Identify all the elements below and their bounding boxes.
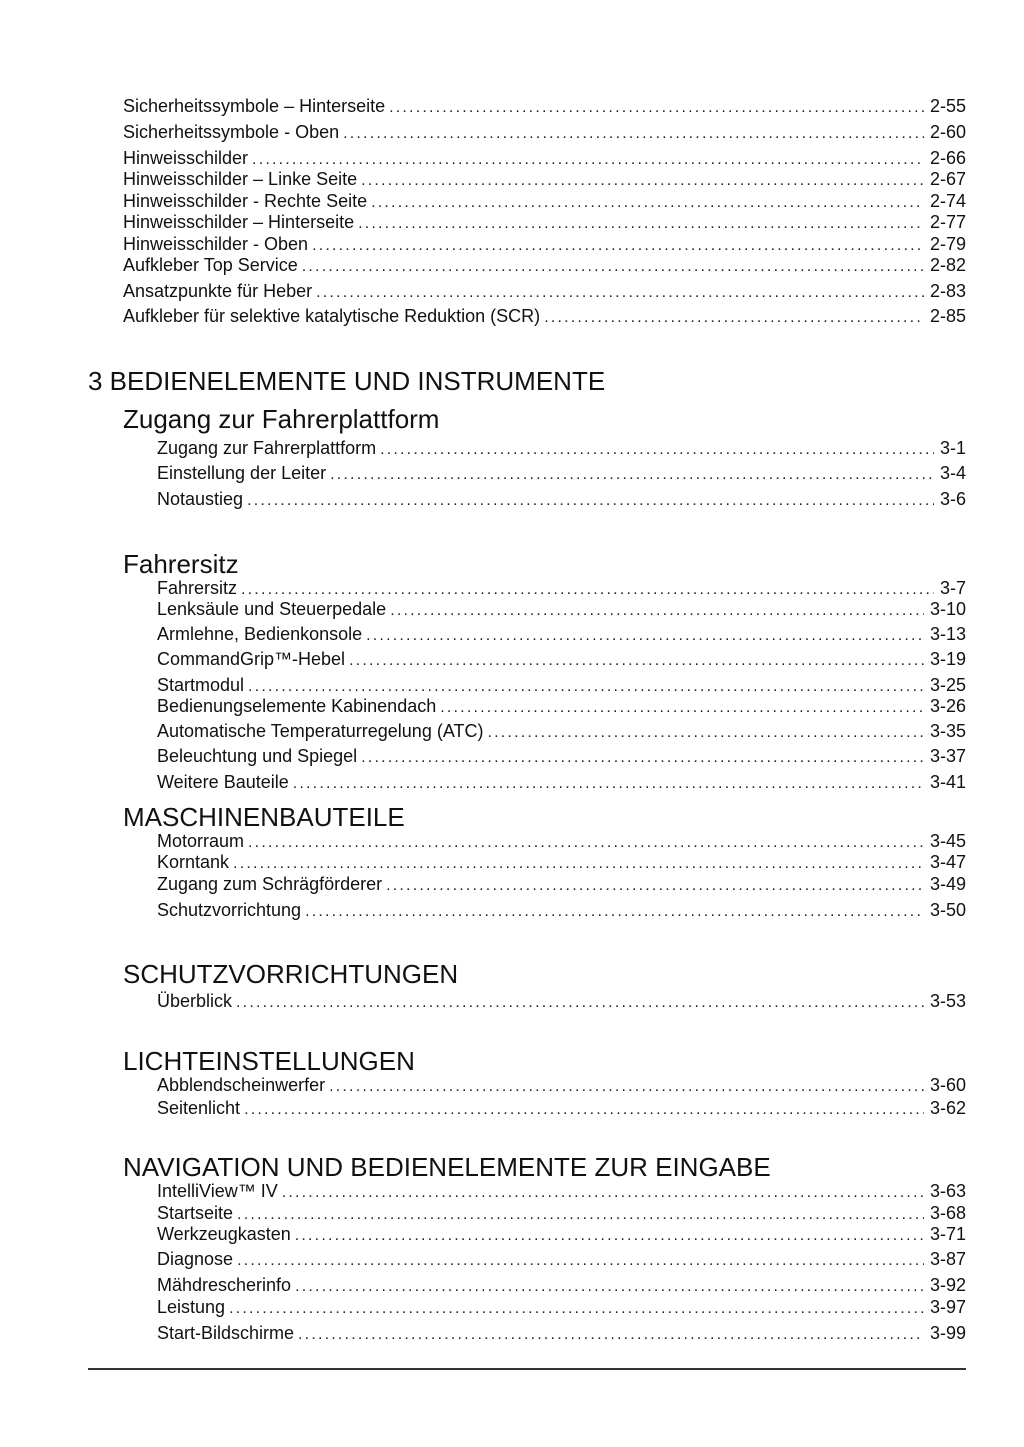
section-title: LICHTEINSTELLUNGEN	[123, 1046, 415, 1076]
toc-entry-page: 3-87	[929, 1249, 966, 1269]
dot-leader	[386, 875, 924, 897]
dot-leader	[380, 439, 934, 461]
toc-entry-page: 3-45	[929, 831, 966, 851]
toc-entry-page: 2-77	[929, 212, 966, 232]
toc-entry-page: 2-85	[929, 306, 966, 326]
dot-leader	[330, 464, 934, 486]
toc-entry[interactable]	[157, 695, 966, 717]
toc-entry-label: Start-Bildschirme	[157, 1323, 295, 1343]
toc-entry[interactable]	[157, 899, 966, 921]
toc-entry-page: 3-37	[929, 746, 966, 766]
dot-leader	[282, 1182, 924, 1204]
toc-entry[interactable]	[157, 598, 966, 620]
toc-entry[interactable]	[123, 254, 966, 276]
toc-entry-page: 3-97	[929, 1297, 966, 1317]
toc-entry[interactable]	[157, 745, 966, 767]
dot-leader	[389, 97, 924, 119]
toc-entry-label: Hinweisschilder - Oben	[123, 234, 309, 254]
dot-leader	[298, 1324, 924, 1346]
toc-entry-page: 3-1	[939, 438, 966, 458]
toc-entry[interactable]	[157, 1202, 966, 1224]
dot-leader	[237, 1250, 924, 1272]
toc-entry[interactable]	[157, 488, 966, 510]
toc-entry-label: Motorraum	[157, 831, 245, 851]
toc-entry[interactable]	[157, 990, 966, 1012]
dot-leader	[343, 123, 924, 145]
toc-entry-label: Leistung	[157, 1297, 226, 1317]
toc-entry-page: 3-99	[929, 1323, 966, 1343]
toc-entry[interactable]	[157, 577, 966, 599]
toc-entry[interactable]	[157, 1274, 966, 1296]
toc-entry-page: 3-63	[929, 1181, 966, 1201]
section-title: Zugang zur Fahrerplattform	[123, 404, 440, 434]
toc-entry-label: IntelliView™ IV	[157, 1181, 278, 1201]
toc-entry-label: Hinweisschilder - Rechte Seite	[123, 191, 368, 211]
toc-entry[interactable]	[157, 1223, 966, 1245]
toc-entry[interactable]	[123, 168, 966, 190]
chapter-title: 3 BEDIENELEMENTE UND INSTRUMENTE	[88, 366, 606, 396]
toc-entry-label: Startseite	[157, 1203, 234, 1223]
toc-entry-page: 3-62	[929, 1098, 966, 1118]
toc-entry-page: 2-60	[929, 122, 966, 142]
toc-entry-label: Ansatzpunkte für Heber	[123, 281, 313, 301]
dot-leader	[349, 650, 924, 672]
toc-entry-label: Notaustieg	[157, 489, 244, 509]
toc-entry[interactable]	[157, 437, 966, 459]
toc-entry-label: Beleuchtung und Spiegel	[157, 746, 358, 766]
toc-entry-label: Armlehne, Bedienkonsole	[157, 624, 363, 644]
toc-entry-page: 3-41	[929, 772, 966, 792]
toc-entry[interactable]	[123, 121, 966, 143]
toc-entry-label: CommandGrip™-Hebel	[157, 649, 346, 669]
section-title: NAVIGATION UND BEDIENELEMENTE ZUR EINGABE	[123, 1152, 771, 1182]
dot-leader	[302, 256, 924, 278]
dot-leader	[295, 1225, 924, 1247]
toc-entry-page: 3-25	[929, 675, 966, 695]
toc-entry-label: Einstellung der Leiter	[157, 463, 327, 483]
toc-entry-page: 3-92	[929, 1275, 966, 1295]
toc-entry-label: Fahrersitz	[157, 578, 238, 598]
dot-leader	[293, 773, 924, 795]
dot-leader	[316, 282, 924, 304]
dot-leader	[229, 1298, 924, 1320]
toc-entry-page: 3-47	[929, 852, 966, 872]
toc-entry-label: Aufkleber Top Service	[123, 255, 298, 275]
toc-entry-label: Mähdrescherinfo	[157, 1275, 292, 1295]
dot-leader	[329, 1076, 924, 1098]
toc-entry[interactable]	[157, 851, 966, 873]
toc-entry-label: Zugang zur Fahrerplattform	[157, 438, 377, 458]
toc-entry[interactable]	[157, 462, 966, 484]
toc-entry-page: 2-55	[929, 96, 966, 116]
toc-entry-page: 2-83	[929, 281, 966, 301]
toc-entry[interactable]	[157, 1097, 966, 1119]
dot-leader	[361, 747, 924, 769]
footer-rule	[88, 1368, 966, 1370]
toc-entry-label: Seitenlicht	[157, 1098, 241, 1118]
section-title: MASCHINENBAUTEILE	[123, 802, 405, 832]
toc-entry[interactable]	[123, 147, 966, 169]
dot-leader	[247, 490, 934, 512]
toc-entry-page: 3-60	[929, 1075, 966, 1095]
dot-leader	[244, 1099, 924, 1121]
toc-entry-page: 3-26	[929, 696, 966, 716]
dot-leader	[544, 307, 924, 329]
toc-entry-page: 3-50	[929, 900, 966, 920]
toc-entry-label: Sicherheitssymbole - Oben	[123, 122, 340, 142]
toc-entry[interactable]	[157, 1296, 966, 1318]
toc-entry[interactable]	[157, 720, 966, 742]
toc-entry-label: Werkzeugkasten	[157, 1224, 291, 1244]
toc-entry-page: 2-82	[929, 255, 966, 275]
toc-entry-page: 3-71	[929, 1224, 966, 1244]
toc-entry[interactable]	[157, 648, 966, 670]
dot-leader	[305, 901, 924, 923]
toc-entry-page: 3-4	[939, 463, 966, 483]
toc-entry[interactable]	[157, 771, 966, 793]
toc-entry[interactable]	[123, 280, 966, 302]
toc-entry-label: Lenksäule und Steuerpedale	[157, 599, 387, 619]
toc-entry-label: Zugang zum Schrägförderer	[157, 874, 383, 894]
toc-entry-label: Diagnose	[157, 1249, 234, 1269]
dot-leader	[236, 992, 924, 1014]
toc-entry[interactable]	[157, 873, 966, 895]
section-title: SCHUTZVORRICHTUNGEN	[123, 959, 459, 989]
toc-entry-page: 2-67	[929, 169, 966, 189]
toc-entry[interactable]	[123, 211, 966, 233]
toc-entry-label: Schutzvorrichtung	[157, 900, 302, 920]
section-title: Fahrersitz	[123, 549, 239, 579]
dot-leader	[440, 697, 924, 719]
toc-entry-page: 3-6	[939, 489, 966, 509]
dot-leader	[233, 853, 924, 875]
toc-entry-page: 3-13	[929, 624, 966, 644]
toc-entry[interactable]	[123, 305, 966, 327]
dot-leader	[361, 170, 924, 192]
toc-entry[interactable]	[157, 1180, 966, 1202]
toc-entry-label: Bedienungselemente Kabinendach	[157, 696, 437, 716]
toc-entry-label: Automatische Temperaturregelung (ATC)	[157, 721, 484, 741]
toc-entry-page: 2-79	[929, 234, 966, 254]
dot-leader	[295, 1276, 924, 1298]
toc-entry-page: 3-49	[929, 874, 966, 894]
toc-entry[interactable]	[157, 1074, 966, 1096]
toc-entry-page: 2-66	[929, 148, 966, 168]
toc-entry[interactable]	[157, 623, 966, 645]
toc-entry-page: 3-10	[929, 599, 966, 619]
toc-entry[interactable]	[157, 1248, 966, 1270]
toc-entry-page: 3-35	[929, 721, 966, 741]
toc-entry-label: Startmodul	[157, 675, 245, 695]
toc-entry-label: Abblendscheinwerfer	[157, 1075, 326, 1095]
toc-entry-label: Korntank	[157, 852, 230, 872]
toc-entry[interactable]	[123, 233, 966, 255]
toc-entry-label: Überblick	[157, 991, 233, 1011]
toc-entry-page: 2-74	[929, 191, 966, 211]
dot-leader	[487, 722, 923, 744]
toc-entry[interactable]	[157, 674, 966, 696]
toc-entry-page: 3-7	[939, 578, 966, 598]
dot-leader	[390, 600, 924, 622]
toc-entry-label: Hinweisschilder – Linke Seite	[123, 169, 358, 189]
toc-entry-page: 3-68	[929, 1203, 966, 1223]
toc-entry-page: 3-53	[929, 991, 966, 1011]
dot-leader	[366, 625, 924, 647]
toc-entry-label: Hinweisschilder	[123, 148, 249, 168]
toc-entry[interactable]	[157, 830, 966, 852]
toc-entry-label: Aufkleber für selektive katalytische Reduktion (SCR)	[123, 306, 541, 326]
toc-entry-label: Weitere Bauteile	[157, 772, 289, 792]
dot-leader	[358, 213, 924, 235]
toc-entry-label: Hinweisschilder – Hinterseite	[123, 212, 355, 232]
toc-entry-page: 3-19	[929, 649, 966, 669]
toc-entry[interactable]	[123, 95, 966, 117]
toc-entry[interactable]	[123, 190, 966, 212]
toc-entry-label: Sicherheitssymbole – Hinterseite	[123, 96, 386, 116]
toc-entry[interactable]	[157, 1322, 966, 1344]
